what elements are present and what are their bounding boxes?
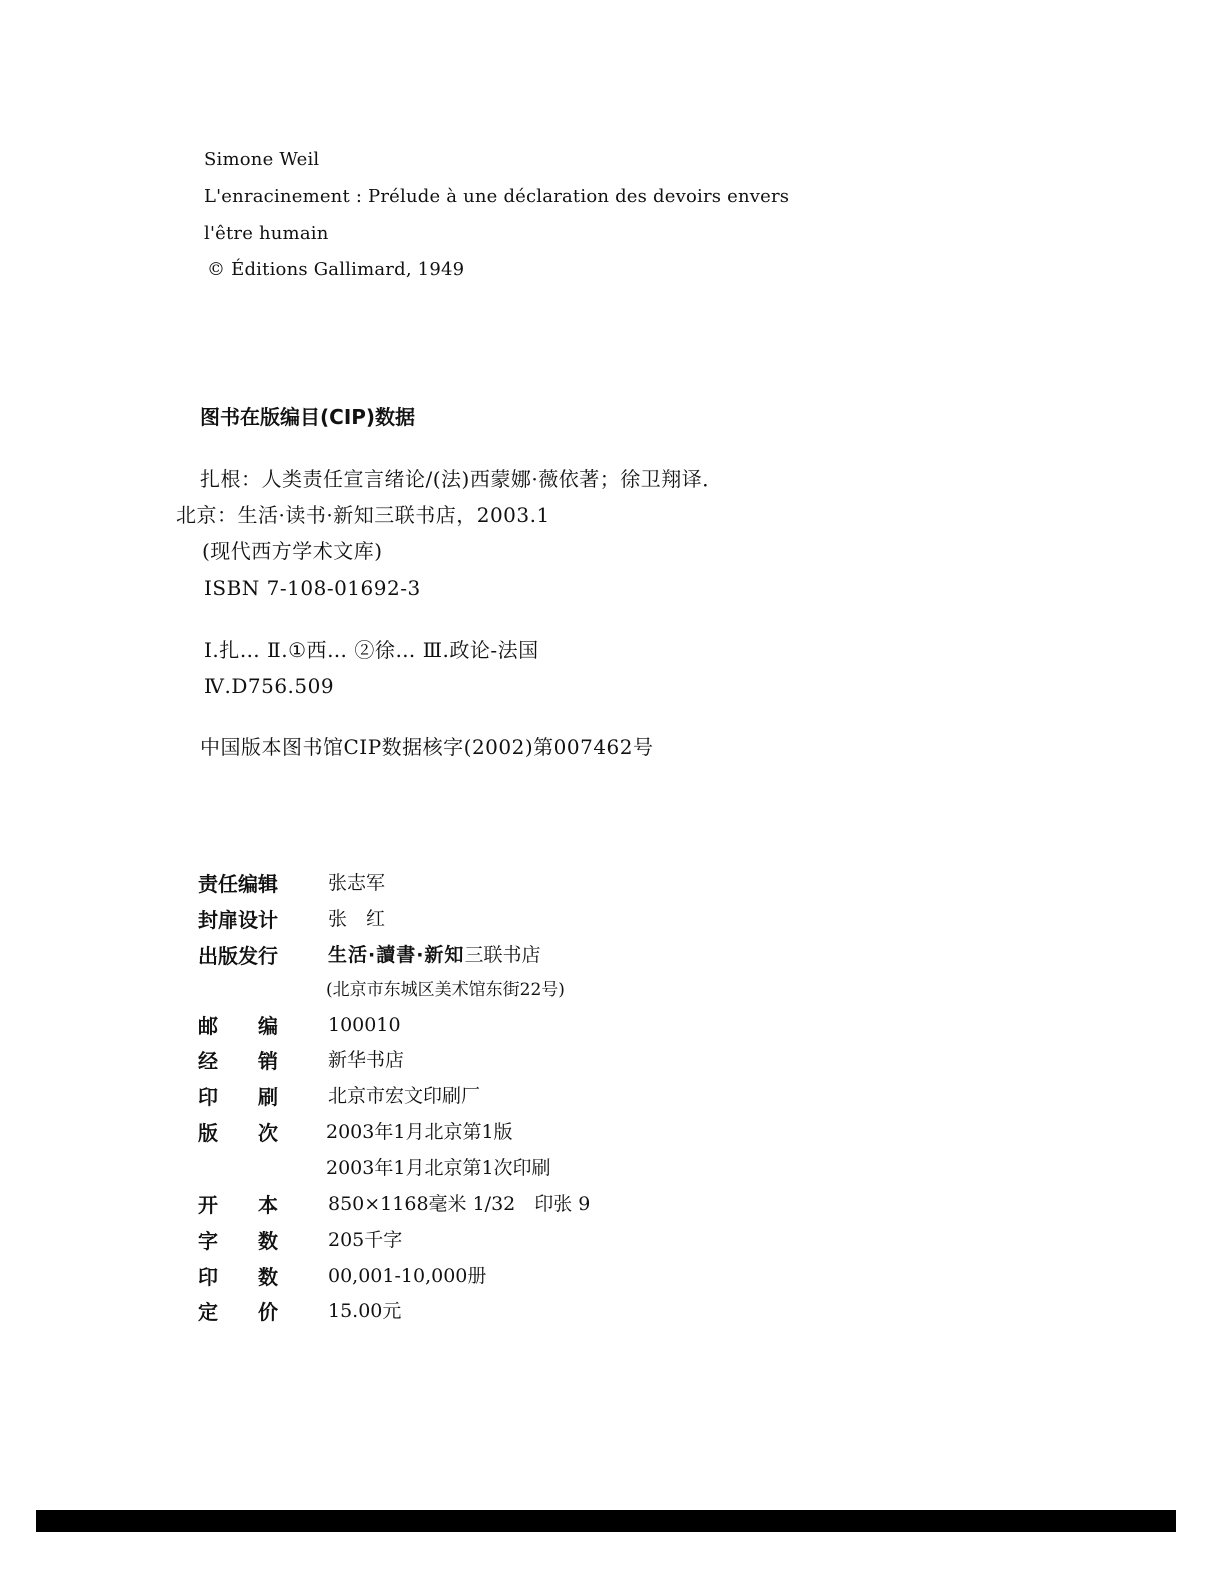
imprint-value-editor: 张志军 <box>328 872 386 894</box>
imprint-label-price: 定 价 <box>198 1300 278 1324</box>
imprint-value-printing: 2003年1月北京第1次印刷 <box>326 1157 551 1179</box>
cip-heading: 图书在版编目(CIP)数据 <box>200 405 416 429</box>
imprint-value-print-run: 00,001-10,000册 <box>328 1265 487 1287</box>
imprint-label-postcode: 邮 编 <box>198 1014 278 1038</box>
imprint-value-edition: 2003年1月北京第1版 <box>326 1121 513 1143</box>
imprint-value-price: 15.00元 <box>328 1300 402 1322</box>
imprint-label-edition: 版 次 <box>198 1121 278 1145</box>
publisher-brand: 生活·讀書·新知 <box>328 944 465 966</box>
cip-classification: Ⅳ.D756.509 <box>204 674 335 698</box>
imprint-label-distributor: 经 销 <box>198 1049 278 1073</box>
imprint-value-publisher <box>328 946 540 965</box>
imprint-label-format: 开 本 <box>198 1193 278 1217</box>
cip-record-number: 中国版本图书馆CIP数据核字(2002)第007462号 <box>200 735 654 759</box>
original-title-line1: L'enracinement : Prélude à une déclaration des devoirs envers <box>204 186 790 207</box>
bottom-black-bar <box>36 1510 1176 1532</box>
imprint-label-print-run: 印 数 <box>198 1265 278 1289</box>
imprint-value-cover-design: 张 红 <box>328 908 386 930</box>
cip-entry-line1: 扎根：人类责任宣言绪论/(法)西蒙娜·薇依著；徐卫翔译． <box>200 467 723 491</box>
original-author: Simone Weil <box>204 149 320 170</box>
imprint-value-word-count: 205千字 <box>328 1229 403 1251</box>
cip-subjects: Ⅰ.扎… Ⅱ.①西… ②徐… Ⅲ.政论-法国 <box>204 638 539 662</box>
imprint-value-distributor: 新华书店 <box>328 1049 405 1071</box>
imprint-label-printer: 印 刷 <box>198 1085 278 1109</box>
original-title-line2: l'être humain <box>204 223 329 244</box>
cip-series: (现代西方学术文库) <box>202 539 383 563</box>
cip-isbn: ISBN 7-108-01692-3 <box>204 576 421 600</box>
imprint-value-format: 850×1168毫米 1/32 印张 9 <box>328 1193 591 1215</box>
cip-entry-line2: 北京：生活·读书·新知三联书店，2003.1 <box>176 503 550 527</box>
imprint-label-word-count: 字 数 <box>198 1229 278 1253</box>
imprint-label-editor: 责任编辑 <box>198 872 278 896</box>
publisher-name: 三联书店 <box>464 944 541 966</box>
imprint-value-printer: 北京市宏文印刷厂 <box>328 1085 481 1107</box>
imprint-label-publisher: 出版发行 <box>198 944 278 968</box>
imprint-value-postcode: 100010 <box>328 1014 401 1036</box>
original-copyright: © Éditions Gallimard, 1949 <box>207 259 465 280</box>
imprint-label-cover-design: 封扉设计 <box>198 908 278 932</box>
imprint-value-address: (北京市东城区美术馆东街22号) <box>326 980 565 1000</box>
